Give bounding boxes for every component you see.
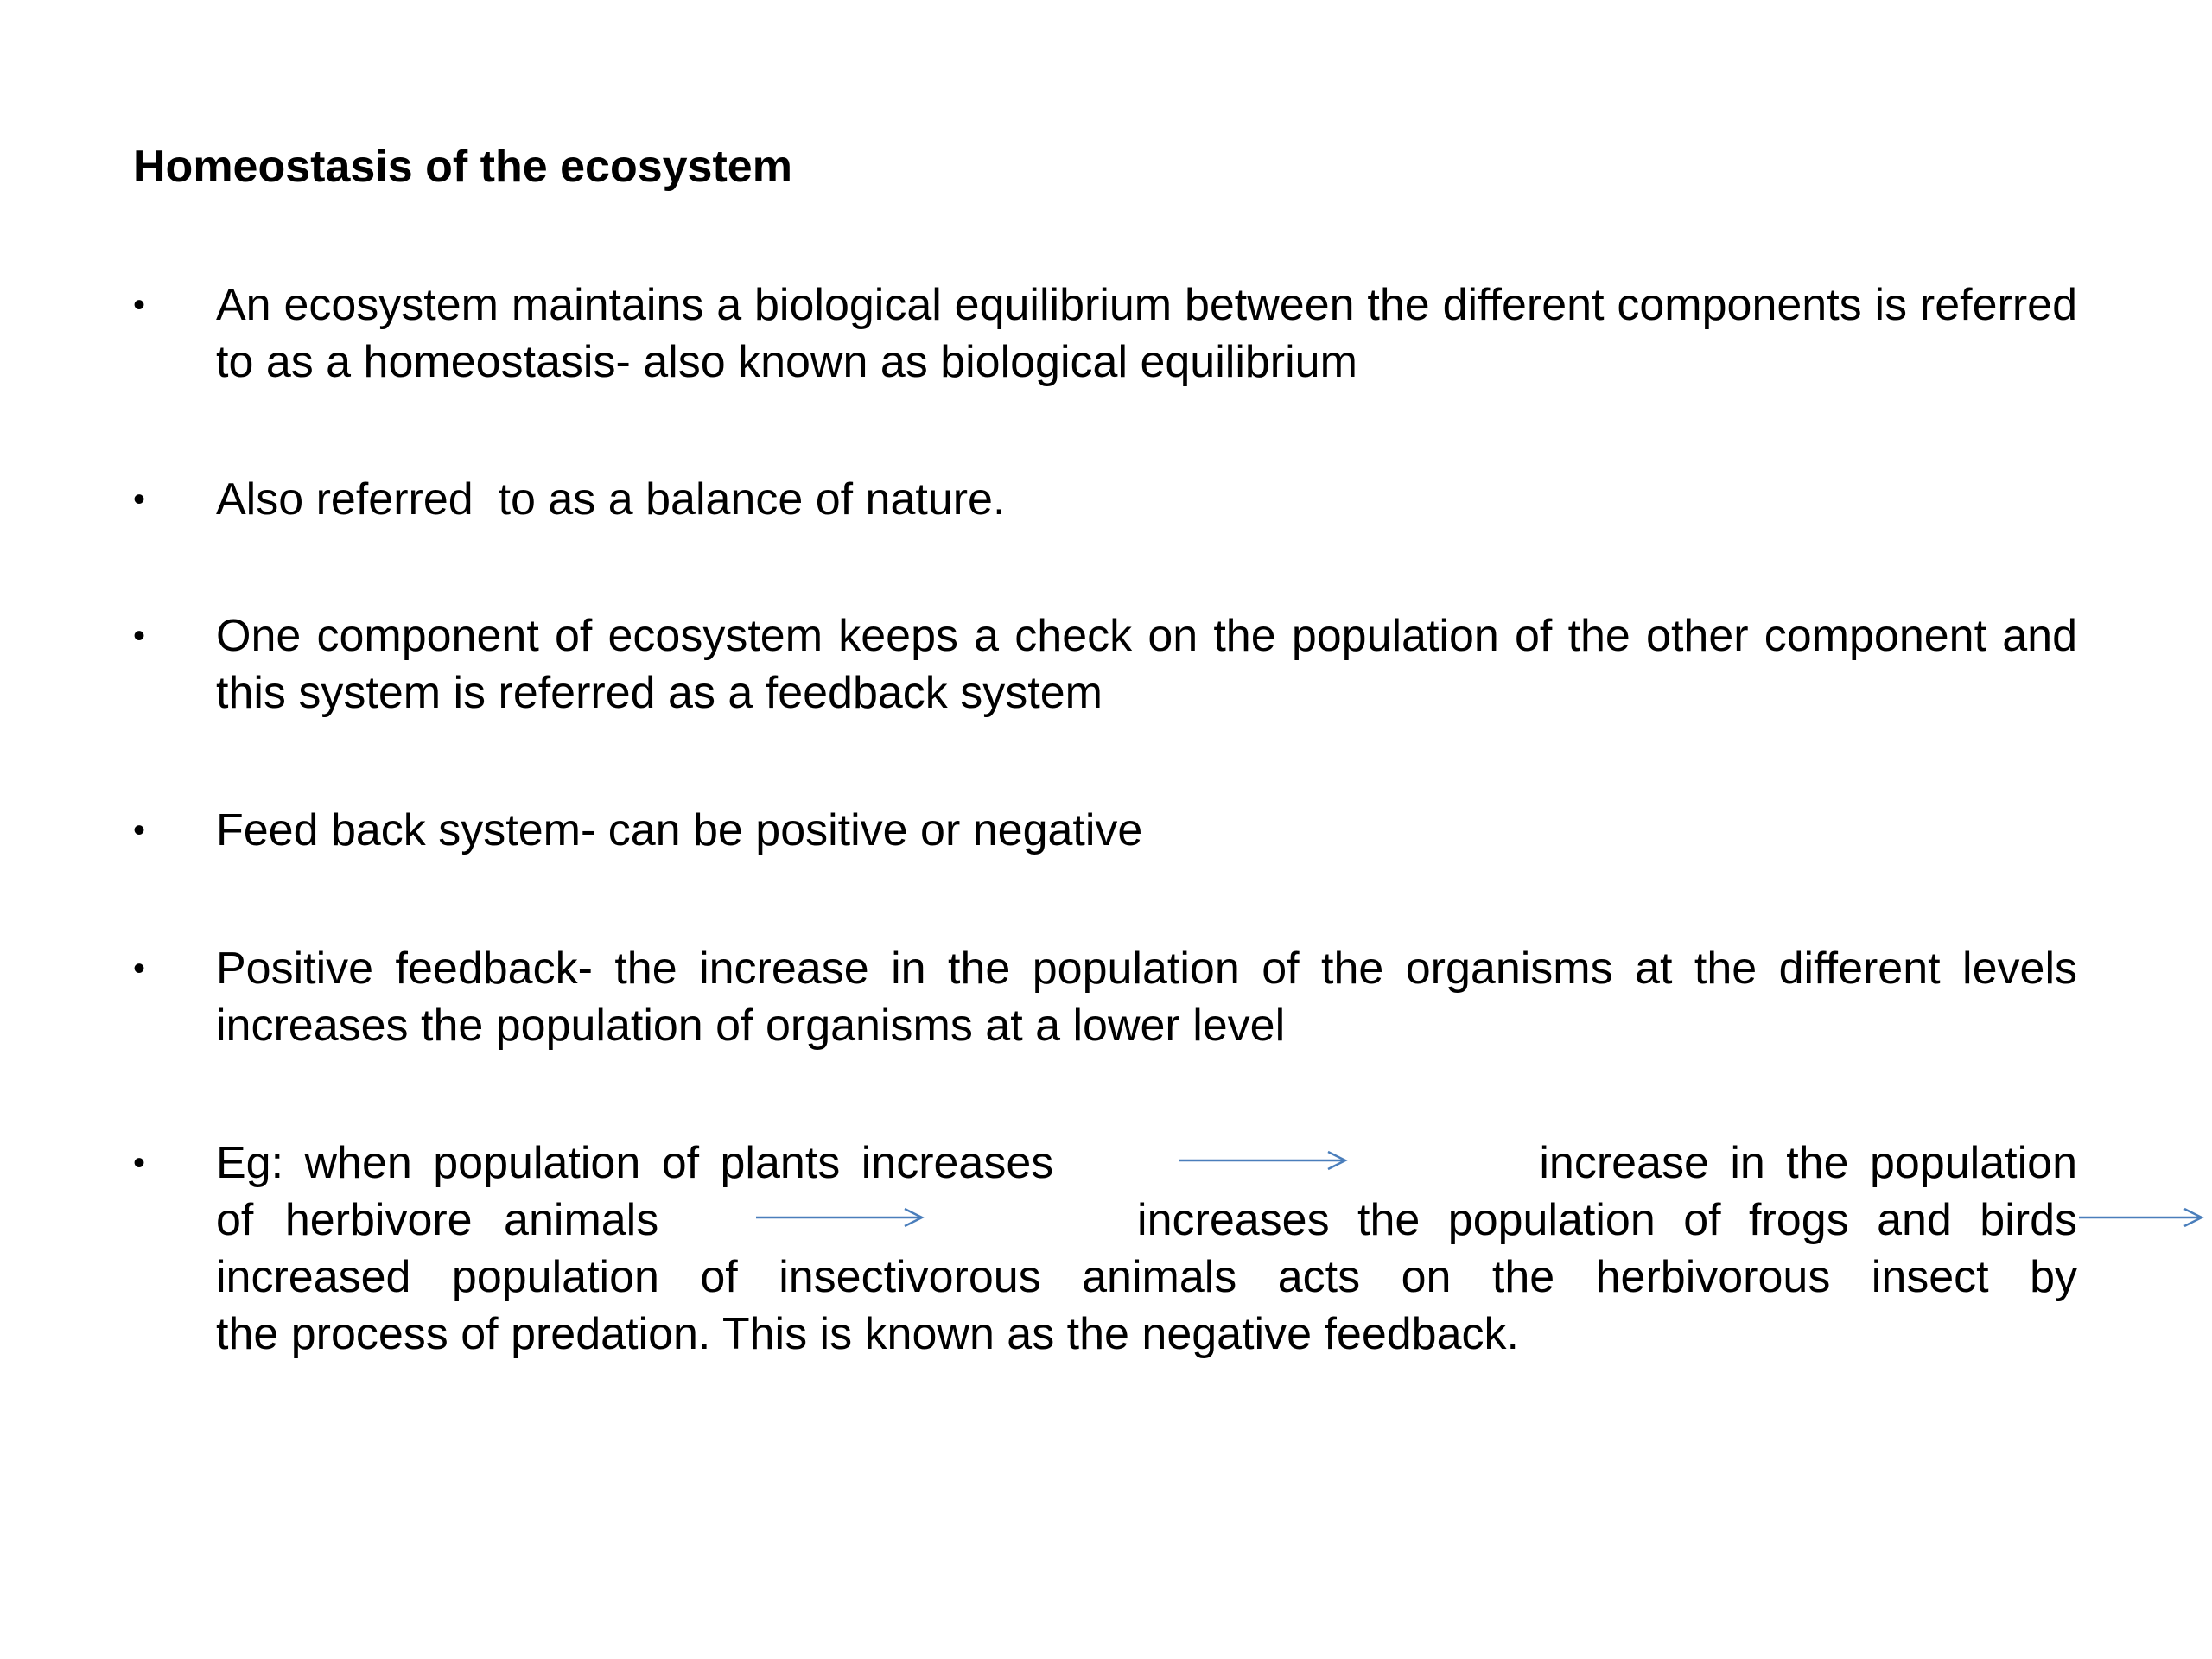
bullet-dot: • (133, 950, 146, 988)
example-text-plants: Eg: when population of plants increases (216, 1138, 1054, 1188)
bullet-dot: • (133, 480, 146, 518)
arrow-right-icon (2077, 1192, 2207, 1249)
bullet-text: Positive feedback- the increase in the population of the organisms at the different levels increases the population of organisms at a lower level (216, 944, 2077, 1051)
bullet-text: An ecosystem maintains a biological equilibrium between the different components is referred to as a homeostasis- also known as biological equilibrium (216, 280, 2077, 387)
bullet-dot: • (133, 617, 146, 655)
bullet-text: One component of ecosystem keeps a check on the population of the other component and this system is referred as a feedback system (216, 611, 2077, 718)
slide-title: Homeostasis of the ecosystem (133, 142, 792, 192)
bullet-dot: • (133, 811, 146, 849)
example-text-herbivore: of herbivore animals (216, 1195, 659, 1245)
example-text-predation: the process of predation. This is known as the negative feedback. (216, 1309, 1519, 1359)
bullet-text: Also referred to as a balance of nature. (216, 474, 1006, 524)
bullet-dot: • (133, 286, 146, 324)
example-text-increase: increase in the population (1539, 1138, 2077, 1188)
example-text-frogs-birds: increases the population of frogs and birds (1137, 1195, 2077, 1245)
example-line-1 (216, 1135, 2077, 1192)
arrow-right-icon (1179, 1135, 1352, 1192)
example-line-3: increased population of insectivorous animals acts on the herbivorous insect by (216, 1252, 2077, 1302)
example-line-2 (216, 1192, 2077, 1249)
arrow-right-icon (756, 1192, 929, 1249)
example-line-4 (216, 1306, 2077, 1363)
bullet-text: Feed back system- can be positive or negative (216, 805, 1143, 855)
bullet-dot: • (133, 1144, 146, 1182)
